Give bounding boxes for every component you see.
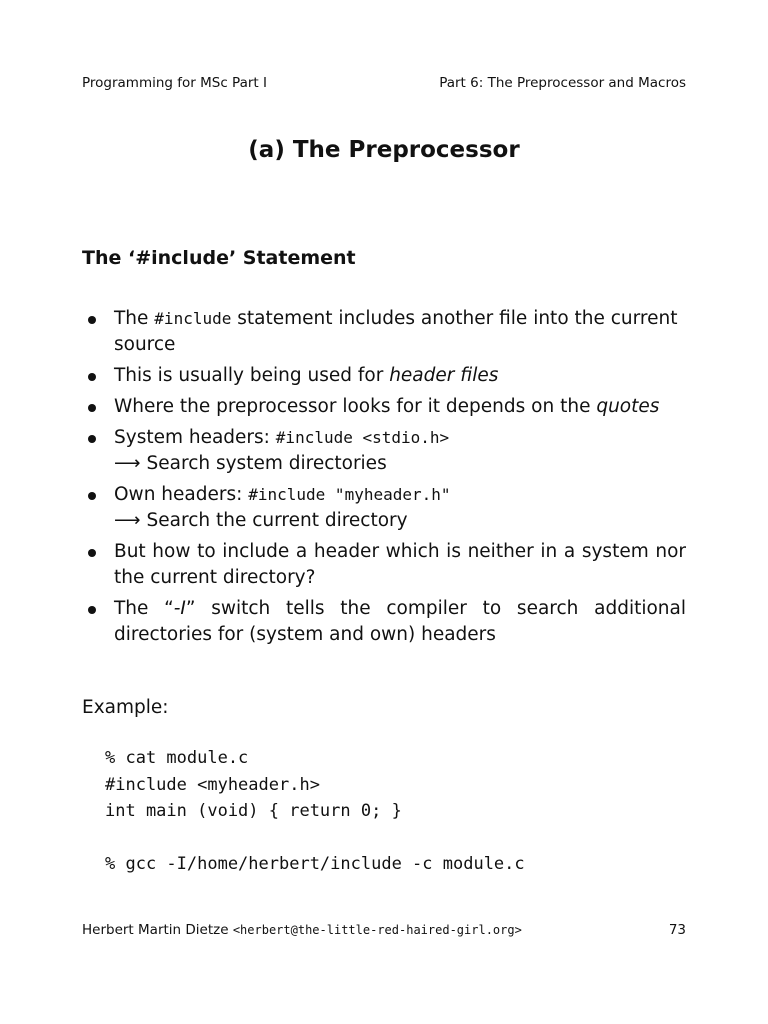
code-line [105,825,525,852]
code-line: % gcc -I/home/herbert/include -c module.c [105,854,525,874]
header-part-title: Part 6: The Preprocessor and Macros [439,75,686,91]
bullet-text: The [114,308,155,329]
bullet-item [82,394,686,420]
bullet-item [82,539,686,591]
footer-author: Herbert Martin Dietze [82,922,229,938]
long-right-arrow-icon: ⟶ [114,510,141,531]
bullet-dot-icon [88,435,96,443]
footer-email: <herbert@the-little-red-haired-girl.org> [232,923,522,937]
inline-code: #include "myheader.h" [248,485,451,504]
bullet-list [82,306,686,653]
section-heading: The ‘#include’ Statement [82,247,356,269]
code-line: % cat module.c [105,748,249,768]
page-footer [82,921,686,939]
emphasis-text: -I [173,598,186,619]
bullet-text: The “ [114,598,174,619]
header-course-title: Programming for MSc Part I [82,75,267,91]
bullet-item [82,482,686,534]
bullet-text: Own headers: [114,484,249,505]
bullet-dot-icon [88,404,96,412]
bullet-dot-icon [88,373,96,381]
bullet-item [82,425,686,477]
page-header [82,74,686,92]
bullet-text: Where the preprocessor looks for it depends on the [114,396,597,417]
bullet-subtext: Search the current directory [146,510,408,531]
bullet-subtext: Search system directories [146,453,387,474]
bullet-text: System headers: [114,427,276,448]
long-right-arrow-icon: ⟶ [114,453,141,474]
page-title: (a) The Preprocessor [248,137,520,163]
bullet-text: This is usually being used for [114,365,390,386]
bullet-item [82,596,686,648]
example-label: Example: [82,697,169,718]
code-block [105,745,525,878]
inline-code: #include <stdio.h> [275,428,450,447]
bullet-dot-icon [88,316,96,324]
bullet-text: ” switch tells the compiler to search additional directories for (system and own) headers [114,598,686,645]
bullet-dot-icon [88,606,96,614]
code-line: #include <myheader.h> [105,774,320,795]
bullet-text: But how to include a header which is neither in a system nor the current directory? [114,541,686,588]
inline-code: #include [154,309,232,328]
bullet-text: statement includes another file into the current source [114,308,678,355]
bullet-item [82,306,686,358]
bullet-dot-icon [88,549,96,557]
page-number: 73 [668,922,686,938]
emphasis-text: header files [389,365,499,386]
bullet-item [82,363,686,389]
footer-author-line [82,921,522,939]
code-line: int main (void) { return 0; } [105,801,402,821]
emphasis-text: quotes [596,396,660,417]
bullet-dot-icon [88,492,96,500]
